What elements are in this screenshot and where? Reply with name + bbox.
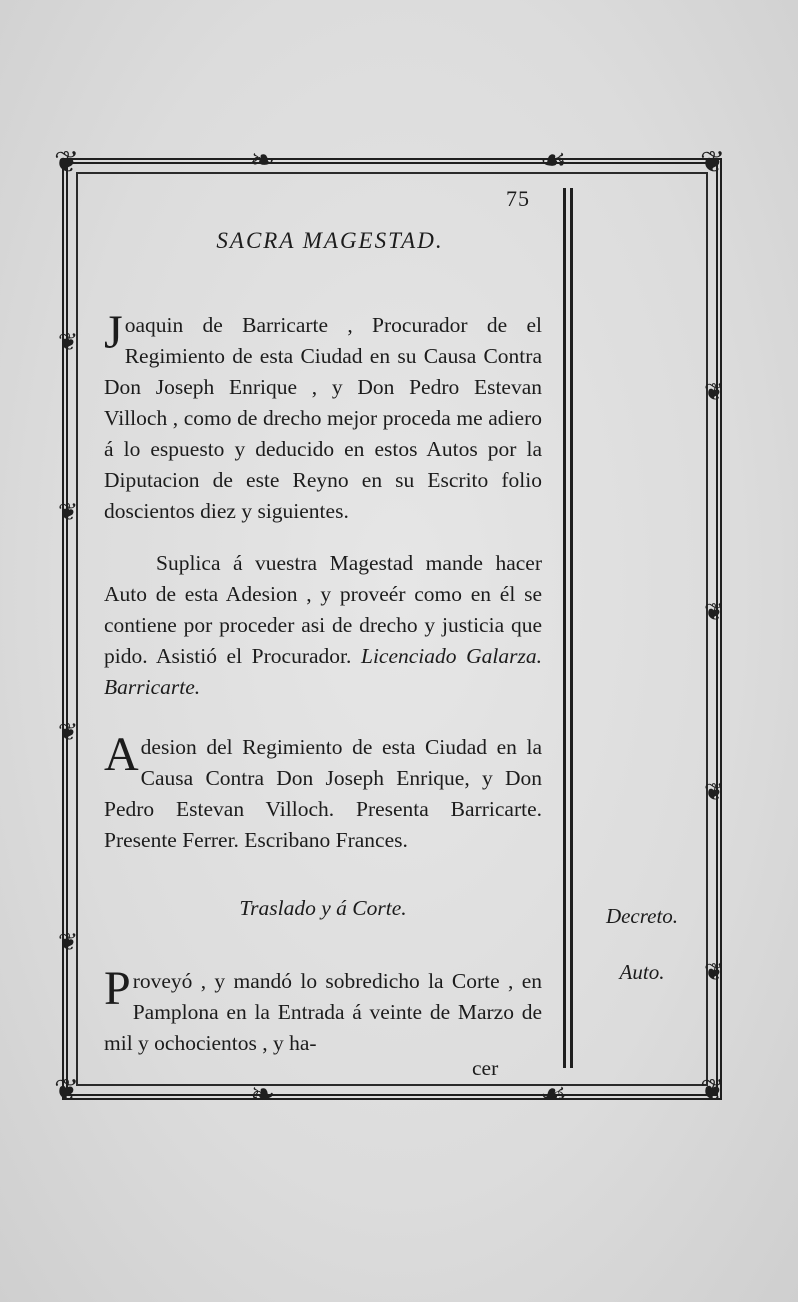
paragraph-2-signature: Licenciado Galarza. Barricarte. [104, 644, 542, 699]
ornament-corner-bottom-left: ❦ [54, 1073, 80, 1108]
paragraph-3 [104, 728, 542, 856]
margin-note-auto: Auto. [619, 960, 665, 984]
margin-column-rule [563, 188, 573, 1068]
ornament-left-4: ❦ [58, 928, 79, 956]
ornament-left-1: ❦ [58, 328, 79, 356]
ornament-right-2: ❦ [704, 598, 725, 626]
drop-cap-a: A [104, 728, 139, 781]
paragraph-1-text: oaquin de Barricarte , Procurador de el Regimiento de esta Ciudad en su Causa Contra Don Joseph Enrique , y Don Pedro Estevan Villoch , como de drecho mejor proceda me adiero á lo espuesto y deducido en estos Autos por la Diputacion de este Reyno en su Escrito folio doscientos diez y siguientes. [104, 313, 542, 523]
paragraph-5-text: roveyó , y mandó lo sobredicho la Corte , en Pamplona en la Entrada á veinte de Marzo de mil y ochocientos , y ha- [104, 969, 542, 1055]
ornament-left-3: ❦ [58, 718, 79, 746]
ornament-top-center-left: ❧ [250, 143, 276, 178]
catchword: cer [472, 1056, 499, 1080]
drop-cap-j: J [104, 306, 123, 359]
margin-note-decreto: Decreto. [605, 904, 679, 928]
ornament-right-3: ❦ [704, 778, 725, 806]
ornament-left-2: ❦ [58, 498, 79, 526]
paragraph-1 [104, 306, 542, 527]
ornament-bottom-center-right: ☙ [540, 1077, 567, 1112]
drop-cap-p: P [104, 962, 131, 1015]
paragraph-2 [104, 548, 542, 703]
ornament-corner-top-right: ❦ [700, 145, 726, 180]
ornament-right-1: ❦ [704, 378, 725, 406]
ornament-right-4: ❦ [704, 958, 725, 986]
paragraph-3-text: desion del Regimiento de esta Ciudad en la Causa Contra Don Joseph Enrique, y Don Pedro Estevan Villoch. Presenta Barricarte. Presente Ferrer. Escribano Frances. [104, 735, 542, 852]
ornament-corner-top-left: ❦ [54, 145, 80, 180]
page-number: 75 [506, 186, 530, 211]
paragraph-5 [104, 962, 542, 1059]
ornament-corner-bottom-right: ❦ [700, 1073, 726, 1108]
paragraph-4-traslado: Traslado y á Corte. [239, 896, 407, 920]
paragraph-2-text: Suplica á vuestra Magestad mande hacer Auto de esta Adesion , y proveér como en él se contiene por proceder asi de drecho y justicia que pido. Asistió el Procurador. [104, 551, 542, 668]
page-title: SACRA MAGESTAD. [216, 228, 444, 253]
ornament-top-center-right: ☙ [540, 143, 567, 178]
ornament-bottom-center-left: ❧ [250, 1077, 276, 1112]
